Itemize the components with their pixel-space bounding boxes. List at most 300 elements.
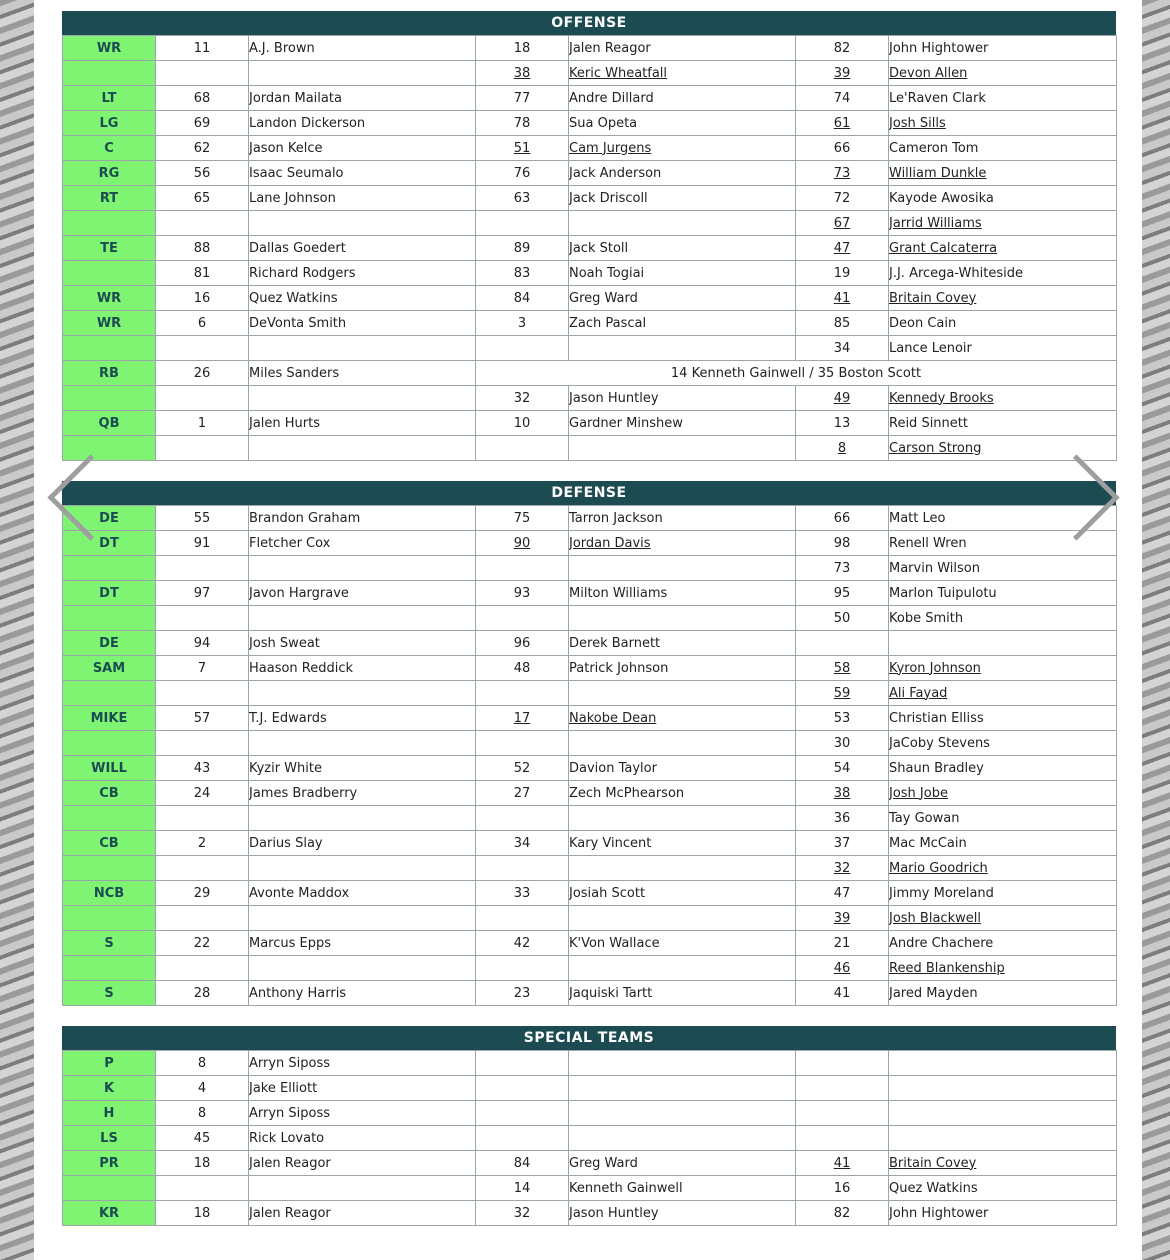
player-name [569,981,796,1006]
jersey-number [796,756,889,781]
player-name-text: Noah Togiai [569,265,645,281]
player-name [889,606,1117,631]
jersey-number-text[interactable]: 38 [833,785,851,801]
player-name-text: Patrick Johnson [569,660,669,676]
position-cell-text: H [103,1105,115,1121]
jersey-number-text: 76 [513,165,531,181]
player-name-text: Javon Hargrave [249,585,349,601]
player-name [249,1126,476,1151]
player-name[interactable] [889,161,1117,186]
player-name[interactable] [889,111,1117,136]
position-cell-text: DE [99,635,119,651]
position-cell [63,931,156,956]
jersey-number [796,1126,889,1151]
player-name [569,1076,796,1101]
player-name-text: Kobe Smith [889,610,964,626]
player-name-text: Marlon Tuipulotu [889,585,997,601]
jersey-number[interactable] [796,161,889,186]
player-name [249,386,476,411]
player-name [249,681,476,706]
player-name-text: Lance Lenoir [889,340,972,356]
jersey-number [156,656,249,681]
jersey-number [476,781,569,806]
jersey-number[interactable] [796,656,889,681]
jersey-number-text[interactable]: 41 [833,290,851,306]
player-name[interactable] [889,906,1117,931]
jersey-number [156,286,249,311]
table-row [63,261,1117,286]
player-name-text: Jason Huntley [569,1205,659,1221]
position-cell [63,311,156,336]
player-name-text: Renell Wren [889,535,967,551]
player-name[interactable] [889,781,1117,806]
position-cell [63,1076,156,1101]
player-name-text: J.J. Arcega-Whiteside [889,265,1023,281]
jersey-number-text: 75 [513,510,531,526]
player-name-text[interactable]: Reed Blankenship [889,960,1005,976]
jersey-number-text[interactable]: 17 [513,710,531,726]
position-cell [63,1176,156,1201]
player-name [249,731,476,756]
player-name-text[interactable]: Nakobe Dean [569,710,657,726]
player-name [569,931,796,956]
player-name[interactable] [569,61,796,86]
jersey-number [156,1051,249,1076]
jersey-number-text: 69 [193,115,211,131]
jersey-number-text[interactable]: 73 [833,165,851,181]
table-row [63,781,1117,806]
player-name [569,236,796,261]
table-row [63,86,1117,111]
table-row [63,806,1117,831]
player-name-text: Quez Watkins [249,290,338,306]
jersey-number[interactable] [796,286,889,311]
player-name-text[interactable]: Jarrid Williams [889,215,982,231]
player-name-text: Jared Mayden [889,985,978,1001]
player-name [889,1051,1117,1076]
player-name [569,36,796,61]
jersey-number-text[interactable]: 51 [513,140,531,156]
jersey-number [156,806,249,831]
player-name[interactable] [889,211,1117,236]
jersey-number [796,261,889,286]
player-name [249,136,476,161]
player-name [889,931,1117,956]
jersey-number [476,931,569,956]
player-name-text: Jalen Reagor [249,1155,331,1171]
player-name[interactable] [569,136,796,161]
jersey-number[interactable] [796,386,889,411]
player-name [569,581,796,606]
jersey-number [476,1101,569,1126]
table-row [63,436,1117,461]
player-name[interactable] [889,236,1117,261]
jersey-number [476,656,569,681]
position-cell [63,581,156,606]
player-name-text: JaCoby Stevens [889,735,990,751]
jersey-number-text: 7 [197,660,207,676]
table-row [63,36,1117,61]
player-name [569,631,796,656]
player-name [249,286,476,311]
player-name [569,436,796,461]
jersey-number[interactable] [796,111,889,136]
jersey-number-text[interactable]: 39 [833,910,851,926]
position-cell-text: S [104,985,114,1001]
section-header: OFFENSE [62,11,1116,35]
player-name [249,1101,476,1126]
jersey-number-text: 11 [193,40,211,56]
position-cell-text: DT [99,585,119,601]
player-name [889,731,1117,756]
position-cell [63,111,156,136]
player-name[interactable] [889,856,1117,881]
jersey-number [156,186,249,211]
jersey-number-text: 66 [833,140,851,156]
position-cell [63,211,156,236]
player-name [569,656,796,681]
jersey-number-text: 65 [193,190,211,206]
player-name [889,1101,1117,1126]
jersey-number [476,856,569,881]
jersey-number [796,136,889,161]
player-name [249,186,476,211]
jersey-number [476,86,569,111]
jersey-number [476,336,569,361]
player-name [889,1126,1117,1151]
player-name [249,361,476,386]
jersey-number-text: 96 [513,635,531,651]
table-row [63,1176,1117,1201]
jersey-number [156,211,249,236]
player-name-text: Kayode Awosika [889,190,994,206]
jersey-number [796,1176,889,1201]
jersey-number-text: 24 [193,785,211,801]
player-name [569,681,796,706]
jersey-number [476,236,569,261]
player-name[interactable] [889,956,1117,981]
jersey-number[interactable] [796,436,889,461]
jersey-number-text: 30 [833,735,851,751]
jersey-number-text: 53 [833,710,851,726]
table-row [63,236,1117,261]
player-name-text[interactable]: William Dunkle [889,165,987,181]
jersey-number [476,161,569,186]
jersey-number[interactable] [796,956,889,981]
player-name-text[interactable]: Josh Jobe [889,785,948,801]
position-cell [63,731,156,756]
player-name-text[interactable]: Devon Allen [889,65,968,81]
player-name [569,506,796,531]
position-cell [63,1101,156,1126]
jersey-number [796,831,889,856]
player-name [889,136,1117,161]
player-name-text[interactable]: Josh Sills [889,115,946,131]
jersey-number-text: 28 [193,985,211,1001]
jersey-number-text: 22 [193,935,211,951]
position-cell [63,531,156,556]
player-name-text[interactable]: Ali Fayad [889,685,948,701]
jersey-number [476,1151,569,1176]
player-name-text: Quez Watkins [889,1180,978,1196]
jersey-number [476,186,569,211]
jersey-number [156,531,249,556]
defense-table [62,505,1117,1006]
player-name [569,1201,796,1226]
player-name-text: Davion Taylor [569,760,657,776]
player-name-text: Haason Reddick [249,660,354,676]
player-name-text: Jack Stoll [569,240,629,256]
jersey-number-text: 85 [833,315,851,331]
table-row [63,311,1117,336]
jersey-number [156,856,249,881]
player-name-text: Greg Ward [569,290,638,306]
position-cell [63,606,156,631]
jersey-number[interactable] [796,61,889,86]
jersey-number-text[interactable]: 47 [833,240,851,256]
player-name-text: Derek Barnett [569,635,661,651]
player-name[interactable] [889,1151,1117,1176]
position-cell-text: CB [99,785,119,801]
jersey-number-text: 82 [833,1205,851,1221]
player-name [249,436,476,461]
jersey-number [156,1076,249,1101]
position-cell-text: PR [99,1155,119,1171]
player-name-text[interactable]: Kennedy Brooks [889,390,994,406]
jersey-number-text[interactable]: 32 [833,860,851,876]
jersey-number-text[interactable]: 58 [833,660,851,676]
player-name-text[interactable]: Britain Covey [889,290,977,306]
player-name-text: Miles Sanders [249,365,340,381]
jersey-number-text: 34 [833,340,851,356]
player-name-text[interactable]: Cam Jurgens [569,140,652,156]
jersey-number[interactable] [476,61,569,86]
player-name [569,731,796,756]
player-name [889,311,1117,336]
jersey-number-text: 81 [193,265,211,281]
jersey-number[interactable] [796,236,889,261]
jersey-number [796,506,889,531]
table-row [63,361,1117,386]
player-name [249,1151,476,1176]
player-name-text: K'Von Wallace [569,935,660,951]
jersey-number[interactable] [796,781,889,806]
jersey-number-text[interactable]: 38 [513,65,531,81]
jersey-number[interactable] [796,211,889,236]
jersey-number-text: 14 [513,1180,531,1196]
player-name-text: Tarron Jackson [569,510,663,526]
player-name-text: Isaac Seumalo [249,165,344,181]
jersey-number [476,111,569,136]
background-left [0,0,34,1260]
jersey-number [156,411,249,436]
player-name[interactable] [889,386,1117,411]
player-name [569,86,796,111]
player-name[interactable] [889,656,1117,681]
jersey-number-text: 89 [513,240,531,256]
player-name-text: Josh Sweat [249,635,320,651]
jersey-number-text[interactable]: 67 [833,215,851,231]
position-cell [63,361,156,386]
position-cell-text: K [103,1080,115,1096]
player-name[interactable] [569,706,796,731]
player-name [569,336,796,361]
jersey-number-text[interactable]: 90 [513,535,531,551]
jersey-number-text: 73 [833,560,851,576]
player-name[interactable] [889,286,1117,311]
player-name-text: Lane Johnson [249,190,336,206]
jersey-number-text: 83 [513,265,531,281]
player-name [249,956,476,981]
jersey-number [476,581,569,606]
jersey-number [476,756,569,781]
jersey-number[interactable] [476,136,569,161]
jersey-number-text: 8 [197,1105,207,1121]
jersey-number [476,261,569,286]
player-name-text: Andre Dillard [569,90,654,106]
table-row [63,756,1117,781]
jersey-number [156,1151,249,1176]
player-name[interactable] [889,681,1117,706]
jersey-number [796,581,889,606]
player-name [569,831,796,856]
player-name [249,881,476,906]
jersey-number [476,556,569,581]
player-name [889,336,1117,361]
position-cell [63,631,156,656]
jersey-number-text[interactable]: 41 [833,1155,851,1171]
position-cell-text: NCB [93,885,125,901]
table-row [63,336,1117,361]
player-name [249,806,476,831]
player-name-text[interactable]: Grant Calcaterra [889,240,998,256]
player-name-text[interactable]: Kyron Johnson [889,660,981,676]
player-name [249,211,476,236]
player-name-text: Cameron Tom [889,140,979,156]
jersey-number [156,581,249,606]
jersey-number-text[interactable]: 49 [833,390,851,406]
player-name-text[interactable]: Britain Covey [889,1155,977,1171]
player-name-text[interactable]: Carson Strong [889,440,982,456]
player-name [249,906,476,931]
player-name [569,856,796,881]
player-name-text: Jason Huntley [569,390,659,406]
jersey-number [476,981,569,1006]
player-name-text[interactable]: Jordan Davis [569,535,651,551]
player-name-text: Kary Vincent [569,835,652,851]
player-name-text: Jalen Hurts [249,415,321,431]
table-row [63,1076,1117,1101]
special-teams-table [62,1050,1117,1226]
player-name-text: Marvin Wilson [889,560,980,576]
position-cell [63,906,156,931]
jersey-number-text: 82 [833,40,851,56]
jersey-number [156,436,249,461]
player-name [889,556,1117,581]
jersey-number [156,931,249,956]
player-name [889,806,1117,831]
position-cell-text: TE [100,240,118,256]
position-cell-text: LT [101,90,117,106]
player-name-text[interactable]: Mario Goodrich [889,860,988,876]
player-name [249,631,476,656]
jersey-number-text[interactable]: 8 [837,440,847,456]
jersey-number-text: 95 [833,585,851,601]
player-name [569,386,796,411]
position-cell-text: C [104,140,114,156]
jersey-number-text[interactable]: 61 [833,115,851,131]
player-name [569,1126,796,1151]
position-cell [63,336,156,361]
jersey-number-text: 3 [517,315,527,331]
jersey-number [796,1101,889,1126]
table-row [63,656,1117,681]
player-name[interactable] [889,61,1117,86]
jersey-number[interactable] [476,706,569,731]
player-name[interactable] [889,436,1117,461]
jersey-number [156,731,249,756]
jersey-number-text: 16 [193,290,211,306]
position-cell [63,831,156,856]
position-cell [63,781,156,806]
player-name [569,881,796,906]
player-name-text[interactable]: Keric Wheatfall [569,65,668,81]
position-cell-text: WR [96,40,122,56]
jersey-number-text: 52 [513,760,531,776]
player-name [249,236,476,261]
jersey-number [476,631,569,656]
player-name[interactable] [569,531,796,556]
jersey-number-text: 84 [513,1155,531,1171]
position-cell-text: CB [99,835,119,851]
jersey-number-text[interactable]: 59 [833,685,851,701]
jersey-number [156,706,249,731]
player-name-text: Anthony Harris [249,985,347,1001]
jersey-number[interactable] [796,906,889,931]
jersey-number [156,1201,249,1226]
jersey-number-text: 13 [833,415,851,431]
table-row [63,1151,1117,1176]
jersey-number [796,36,889,61]
player-name-text: Brandon Graham [249,510,361,526]
jersey-number [476,311,569,336]
jersey-number [156,1101,249,1126]
position-cell [63,186,156,211]
position-cell-text: SAM [92,660,126,676]
player-name [569,211,796,236]
player-name-text: Avonte Maddox [249,885,350,901]
jersey-number-text[interactable]: 46 [833,960,851,976]
jersey-number-text: 6 [197,315,207,331]
jersey-number[interactable] [796,681,889,706]
table-row [63,1126,1117,1151]
player-name [889,86,1117,111]
player-name-text[interactable]: Josh Blackwell [889,910,981,926]
jersey-number [796,531,889,556]
table-row [63,606,1117,631]
jersey-number[interactable] [796,1151,889,1176]
jersey-number[interactable] [476,531,569,556]
player-name-text: Darius Slay [249,835,323,851]
table-row [63,61,1117,86]
jersey-number [476,436,569,461]
jersey-number-text[interactable]: 39 [833,65,851,81]
jersey-number[interactable] [796,856,889,881]
player-name-text: Mac McCain [889,835,967,851]
position-cell [63,806,156,831]
jersey-number-text: 93 [513,585,531,601]
player-name [249,781,476,806]
